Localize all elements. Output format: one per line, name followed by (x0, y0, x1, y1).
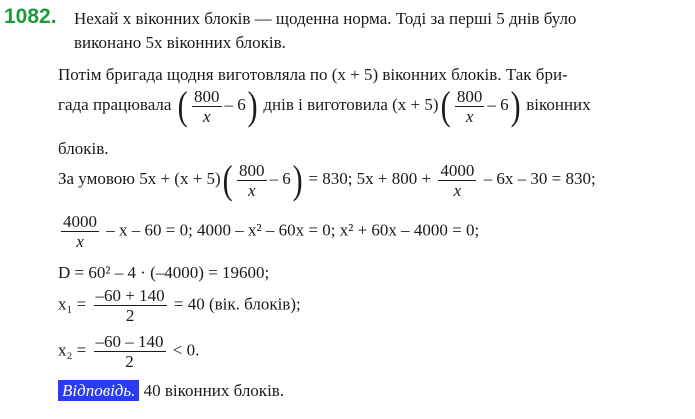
discriminant-line: D = 60² – 4 · (–4000) = 19600; (58, 263, 270, 282)
left-paren: ( (222, 157, 233, 202)
answer-line (58, 380, 284, 402)
line-4-middle: днів і виготовила (x + 5) (263, 94, 439, 114)
line-5: блоків. (58, 139, 109, 158)
answer-text: 40 віконних блоків. (143, 381, 285, 400)
right-paren: ) (247, 83, 258, 128)
x1-result: = 40 (вік. блоків); (173, 294, 301, 314)
line-6-end: – 6x – 30 = 830; (483, 168, 596, 188)
line-4 (58, 83, 591, 128)
x2-label: x₂ = (58, 340, 87, 360)
minus-six: – 6 (269, 168, 291, 188)
line-2: виконано 5x віконних блоків. (74, 33, 286, 52)
problem-number: 1082. (4, 5, 57, 28)
fraction-4000-x: $\frac{4000}{x}$ (63, 212, 97, 251)
minus-six: – 6 (224, 94, 246, 114)
line-4-start: гада працювала (58, 94, 172, 114)
line-7 (58, 212, 479, 251)
root-x2 (58, 332, 199, 371)
line-3: Потім бригада щодня виготовляла по (x + 5) віконних блоків. Так бри- (58, 65, 568, 84)
right-paren: ) (292, 157, 303, 202)
x1-fraction: $\frac{-60 + 140}{2}$ (95, 286, 165, 325)
line-4-end: віконних (526, 94, 591, 114)
left-paren: ( (177, 83, 188, 128)
left-paren: ( (440, 83, 451, 128)
root-x1 (58, 286, 301, 325)
x2-result: < 0. (172, 340, 200, 360)
line-6 (58, 157, 596, 202)
answer-badge: Відповідь. (58, 380, 139, 401)
fraction-4000-x: $\frac{4000}{x}$ (440, 160, 475, 200)
right-paren: ) (510, 83, 521, 128)
line-7-rest: – x – 60 = 0; 4000 – x² – 60x = 0; x² + 60x – 4000 = 0; (106, 220, 480, 240)
fraction-800-x: $\frac{800}{x}$ (239, 160, 265, 200)
minus-six: – 6 (487, 94, 509, 114)
line-6-start: За умовою 5x + (x + 5) (58, 168, 221, 188)
line-1: Нехай x віконних блоків — щоденна норма. Тоді за перші 5 днів було (74, 9, 577, 28)
fraction-800-x: $\frac{800}{x}$ (456, 86, 483, 126)
line-6-middle: = 830; 5x + 800 + (308, 168, 432, 188)
x2-fraction: $\frac{-60 - 140}{2}$ (95, 332, 164, 371)
fraction-800-x: $\frac{800}{x}$ (194, 86, 220, 126)
x1-label: x₁ = (58, 294, 87, 314)
